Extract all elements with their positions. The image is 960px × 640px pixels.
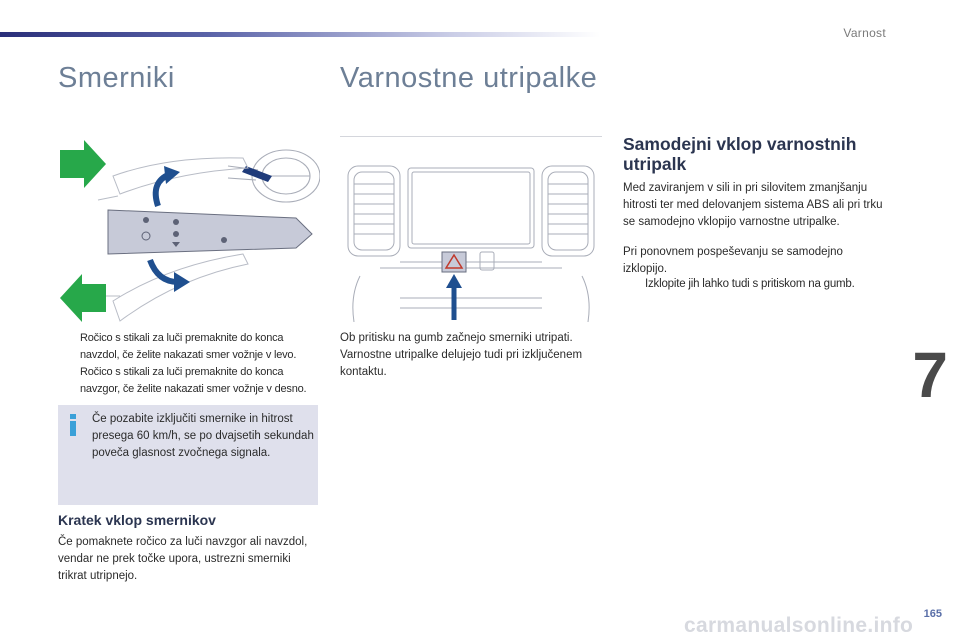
chapter-number: 7 bbox=[912, 339, 948, 411]
hazard-description: Ob pritisku na gumb začnejo smerniki utripati. Varnostne utripalke delujejo tudi pri izključenem kontaktu. bbox=[340, 332, 583, 378]
bullet-left-turn: Ročico s stikali za luči premaknite do konca navzdol, če želite nakazati smer vožnje v levo. bbox=[80, 332, 297, 361]
bullet-right-turn: Ročico s stikali za luči premaknite do konca navzgor, če želite nakazati smer vožnje v desno. bbox=[80, 366, 307, 395]
page-number: 165 bbox=[923, 608, 942, 620]
kratek-vklop-text: Če pomaknete ročico za luči navzgor ali navzdol, vendar ne prek točke upora, ustrezni smerniki trikrat utripnejo. bbox=[58, 536, 308, 582]
dashboard-illustration bbox=[340, 136, 602, 322]
samodejni-bullet: Izklopite jih lahko tudi s pritiskom na gumb. bbox=[645, 278, 855, 290]
turn-signal-stalk-figure bbox=[58, 136, 320, 322]
info-note-box bbox=[58, 405, 318, 505]
info-icon bbox=[68, 414, 78, 436]
heading-samodejni-vklop: Samodejni vklop varnostnih utripalk bbox=[623, 134, 857, 174]
subheading-kratek-vklop: Kratek vklop smernikov bbox=[58, 512, 216, 528]
hazard-dashboard-figure bbox=[340, 136, 602, 322]
section-label: Varnost bbox=[843, 26, 886, 40]
header-gradient-bar bbox=[0, 32, 600, 37]
left-bullet-list bbox=[58, 330, 322, 398]
watermark: carmanualsonline.info bbox=[684, 614, 914, 637]
samodejni-paragraph-1: Med zaviranjem v sili in pri silovitem zmanjšanju hitrosti ter med delovanjem sistema ABS ali pri trku se samodejno vklopijo varnostne utripalke. bbox=[623, 182, 883, 228]
samodejni-paragraph-2: Pri ponovnem pospeševanju se samodejno izklopijo. bbox=[623, 246, 843, 275]
left-turn-arrow-icon bbox=[60, 274, 106, 322]
right-turn-arrow-icon bbox=[60, 140, 106, 188]
stalk-illustration bbox=[58, 136, 320, 322]
info-note-text: Če pozabite izključiti smernike in hitrost presega 60 km/h, se po dvajsetih sekundah poveča glasnost zvočnega signala. bbox=[92, 413, 314, 459]
title-smerniki: Smerniki bbox=[58, 62, 175, 94]
title-varnostne-utripalke: Varnostne utripalke bbox=[340, 62, 598, 94]
